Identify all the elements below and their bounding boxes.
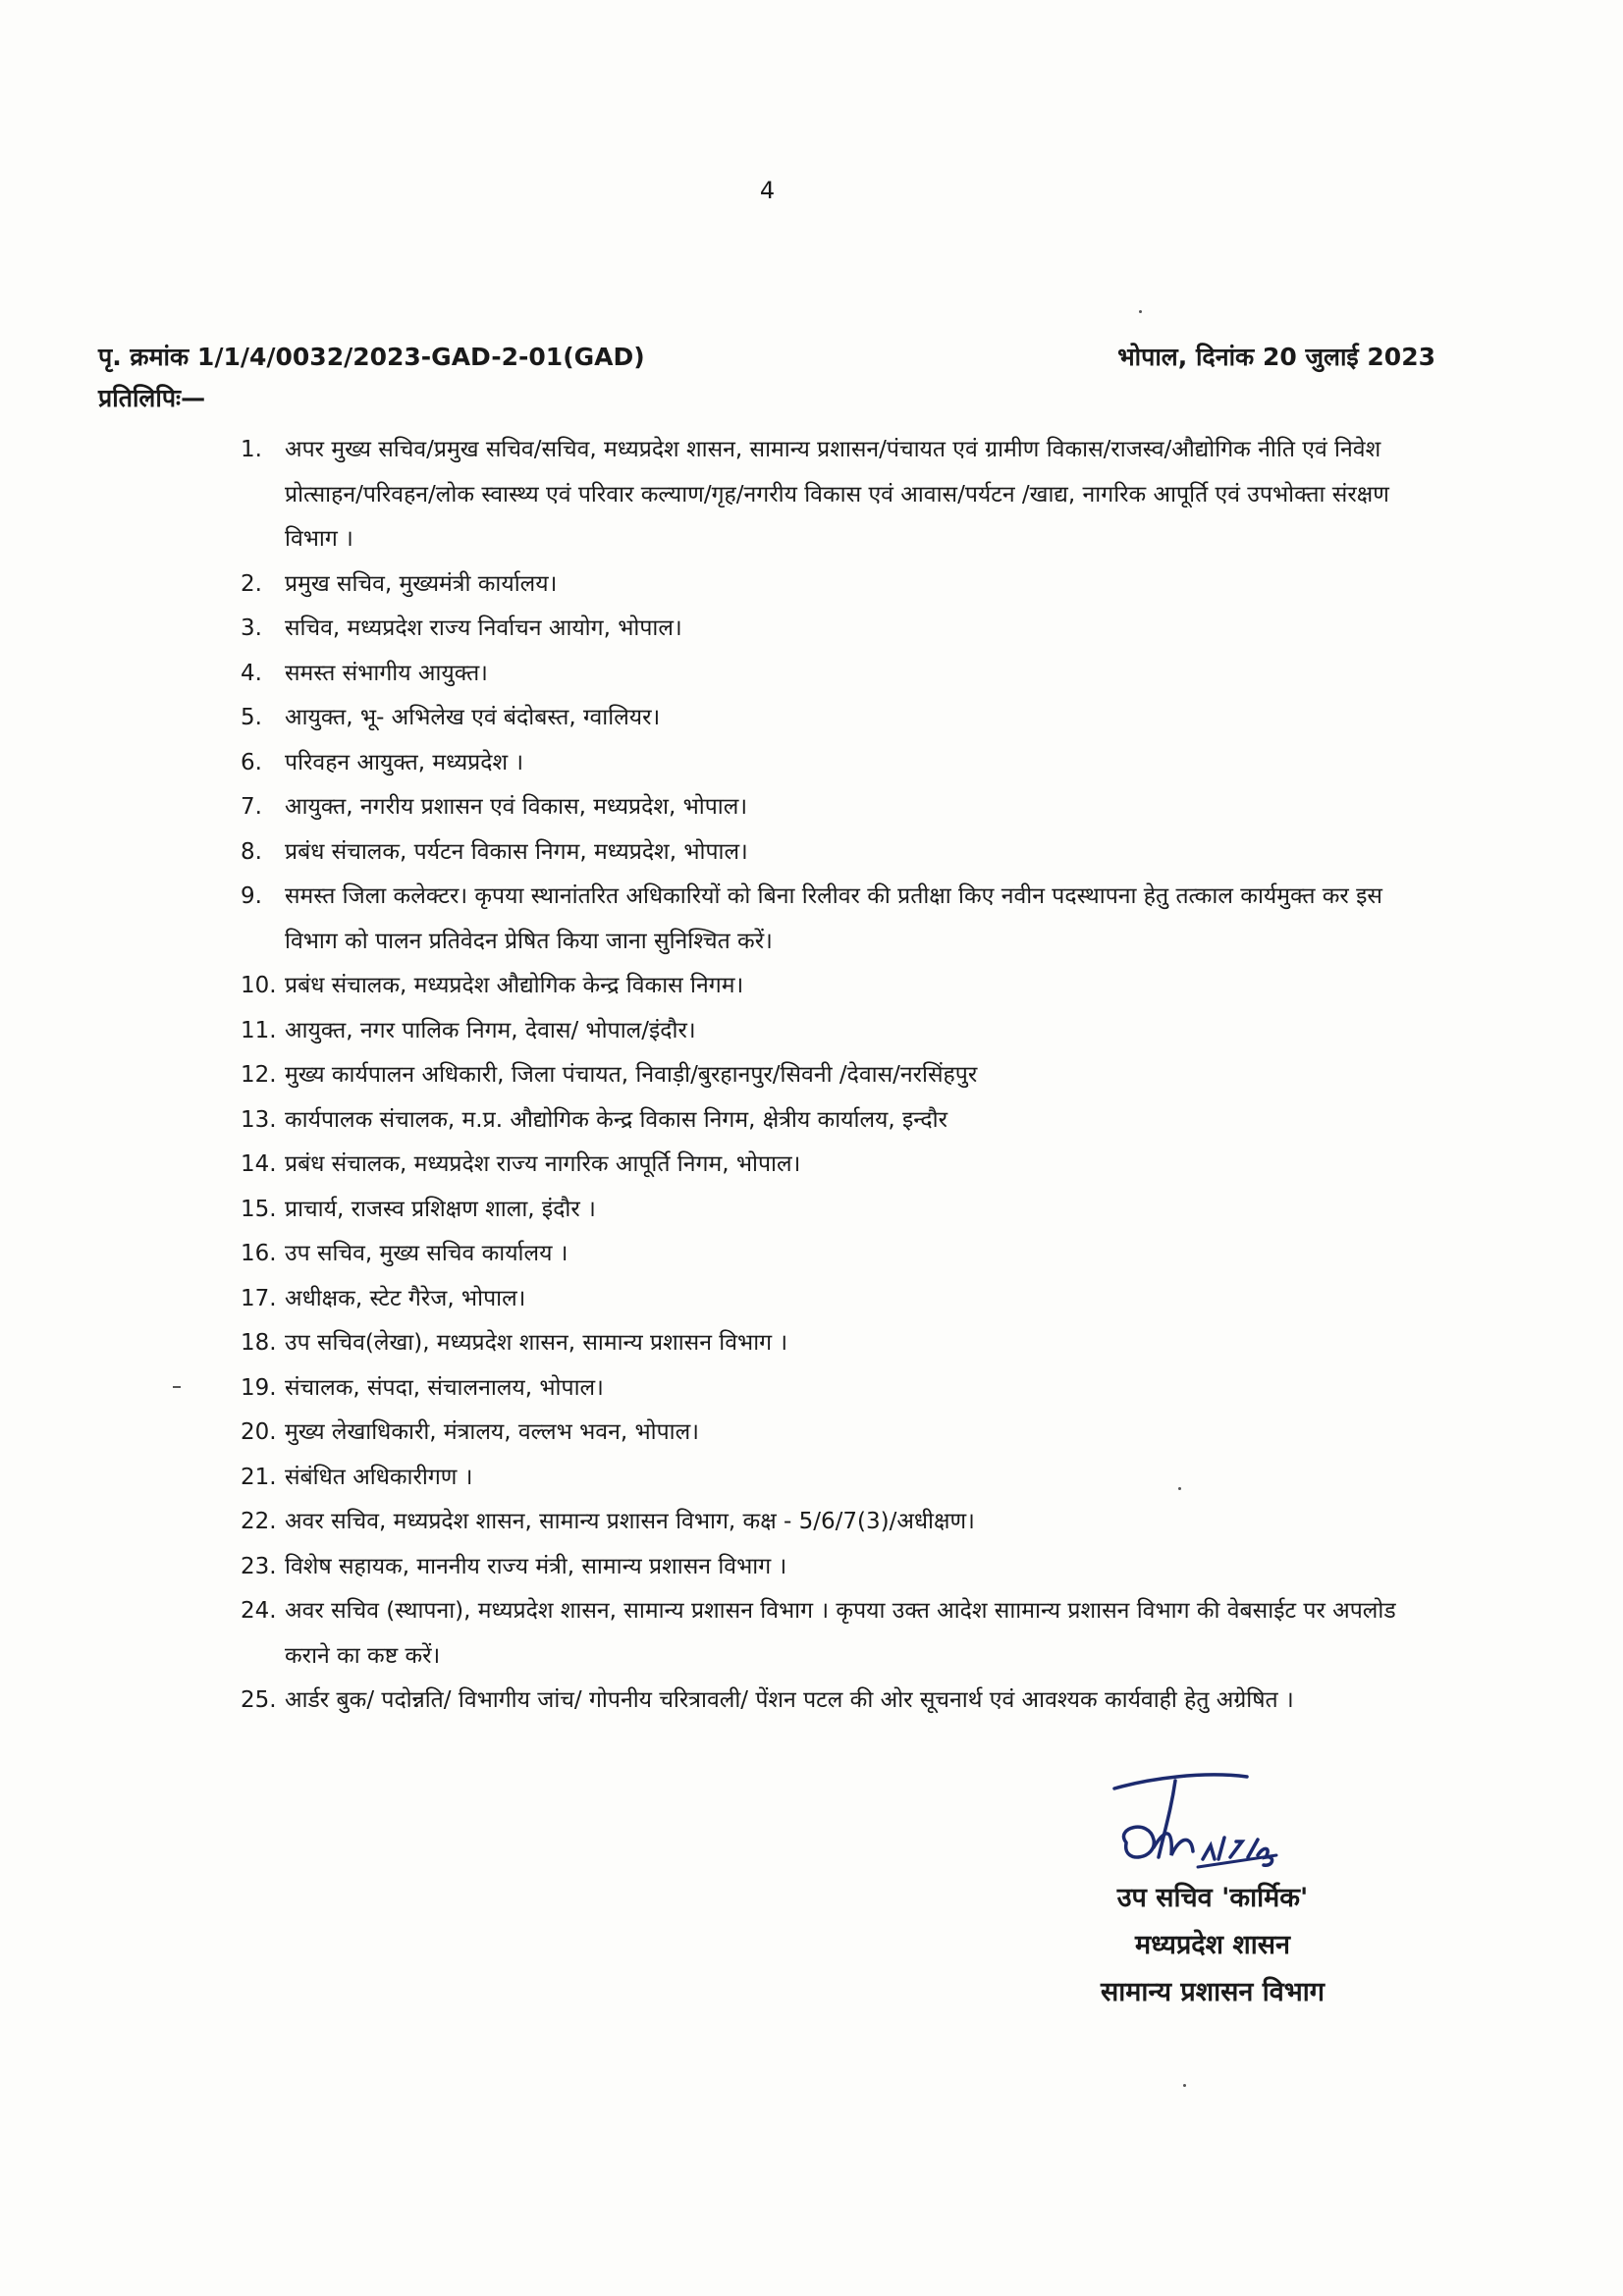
recipient-item <box>241 1321 1438 1366</box>
recipient-number: 5. <box>241 705 262 730</box>
recipient-number: 20. <box>241 1419 277 1445</box>
recipient-item <box>241 1589 1438 1679</box>
recipient-number: 19. <box>241 1374 277 1401</box>
recipient-text: अपर मुख्य सचिव/प्रमुख सचिव/सचिव, मध्यप्रदेश शासन, सामान्य प्रशासन/पंचायत एवं ग्रामीण विकास/राजस्व/औद्योगिक नीति एवं निवेश प्रोत्साहन/परिवहन/लोक स्वास्थ्य एवं परिवार कल्याण/गृह/नगरीय विकास एवं आवास/पर्यटन /खाद्य, नागरिक आपूर्ति एवं उपभोक्ता संरक्षण विभाग । <box>285 437 1389 552</box>
recipient-item <box>241 1679 1438 1724</box>
recipient-text: प्रबंध संचालक, मध्यप्रदेश राज्य नागरिक आपूर्ति निगम, भोपाल। <box>285 1151 801 1177</box>
recipient-number: 12. <box>241 1062 277 1088</box>
recipient-item <box>241 785 1438 830</box>
recipient-item <box>241 428 1438 562</box>
recipient-number: 16. <box>241 1241 277 1266</box>
copy-to-label: प्रतिलिपिः— <box>98 384 206 412</box>
recipient-item <box>241 1366 1438 1412</box>
recipient-text: आयुक्त, नगर पालिक निगम, देवास/ भोपाल/इंदौर। <box>285 1017 696 1043</box>
recipient-number: 1. <box>241 437 262 462</box>
recipient-text: आयुक्त, भू- अभिलेख एवं बंदोबस्त, ग्वालियर। <box>285 705 661 730</box>
recipient-item <box>241 562 1438 608</box>
signatory-designation: उप सचिव 'कार्मिक' <box>1116 1883 1309 1913</box>
recipient-item <box>241 1009 1438 1054</box>
signatory-government: मध्यप्रदेश शासन <box>1134 1930 1290 1960</box>
recipient-item <box>241 1232 1438 1277</box>
recipient-number: 15. <box>241 1196 277 1222</box>
recipient-item <box>241 1277 1438 1322</box>
recipient-text: प्रबंध संचालक, मध्यप्रदेश औद्योगिक केन्द्र विकास निगम। <box>285 973 744 998</box>
recipient-number: 22. <box>241 1509 277 1534</box>
scan-speck <box>1139 310 1142 313</box>
recipient-text: अवर सचिव (स्थापना), मध्यप्रदेश शासन, सामान्य प्रशासन विभाग । कृपया उक्त आदेश साामान्य प्रशासन विभाग की वेबसाईट पर अपलोड कराने का कष्ट करें। <box>285 1598 1396 1669</box>
recipient-item <box>241 1500 1438 1545</box>
recipient-number: 2. <box>241 570 262 597</box>
recipient-text: सचिव, मध्यप्रदेश राज्य निर्वाचन आयोग, भोपाल। <box>285 615 682 641</box>
recipient-number: 7. <box>241 794 262 820</box>
recipient-text: संबंधित अधिकारीगण । <box>285 1464 473 1490</box>
recipient-text: मुख्य कार्यपालन अधिकारी, जिला पंचायत, निवाड़ी/बुरहानपुर/सिवनी /देवास/नरसिंहपुर <box>285 1062 978 1088</box>
place-date: भोपाल, दिनांक 20 जुलाई 2023 <box>1117 343 1435 371</box>
recipient-number: 4. <box>241 660 262 686</box>
recipient-text: प्राचार्य, राजस्व प्रशिक्षण शाला, इंदौर । <box>285 1196 596 1222</box>
recipient-text: परिवहन आयुक्त, मध्यप्रदेश । <box>285 749 524 775</box>
recipient-text: समस्त जिला कलेक्टर। कृपया स्थानांतरित अधिकारियों को बिना रिलीवर की प्रतीक्षा किए नवीन पदस्थापना हेतु तत्काल कार्यमुक्त कर इस विभाग को पालन प्रतिवेदन प्रेषित किया जाना सुनिश्चित करें। <box>285 883 1382 954</box>
recipient-text: आर्डर बुक/ पदोन्नति/ विभागीय जांच/ गोपनीय चरित्रावली/ पेंशन पटल की ओर सूचनार्थ एवं आवश्यक कार्यवाही हेतु अग्रेषित । <box>285 1687 1294 1713</box>
handwritten-signature <box>1055 1749 1370 1877</box>
recipient-text: संचालक, संपदा, संचालनालय, भोपाल। <box>285 1374 604 1401</box>
recipient-text: मुख्य लेखाधिकारी, मंत्रालय, वल्लभ भवन, भोपाल। <box>285 1419 699 1445</box>
recipient-number: 9. <box>241 883 262 909</box>
recipient-number: 13. <box>241 1106 277 1133</box>
recipient-item <box>241 1411 1438 1456</box>
recipient-item <box>241 1456 1438 1501</box>
recipient-item <box>241 964 1438 1009</box>
recipient-item <box>241 1545 1438 1590</box>
recipient-text: समस्त संभागीय आयुक्त। <box>285 660 488 686</box>
reference-number: पृ. क्रमांक 1/1/4/0032/2023-GAD-2-01(GAD) <box>98 343 645 371</box>
recipient-text: प्रबंध संचालक, पर्यटन विकास निगम, मध्यप्रदेश, भोपाल। <box>285 838 748 865</box>
recipient-number: 8. <box>241 838 262 865</box>
recipient-item <box>241 1098 1438 1144</box>
recipient-item <box>241 875 1438 964</box>
recipient-text: उप सचिव(लेखा), मध्यप्रदेश शासन, सामान्य प्रशासन विभाग । <box>285 1330 788 1356</box>
recipient-text: विशेष सहायक, माननीय राज्य मंत्री, सामान्य प्रशासन विभाग । <box>285 1553 787 1579</box>
recipient-text: उप सचिव, मुख्य सचिव कार्यालय । <box>285 1241 568 1266</box>
recipient-text: अधीक्षक, स्टेट गैरेज, भोपाल। <box>285 1285 526 1311</box>
recipient-item <box>241 1188 1438 1233</box>
recipient-number: 6. <box>241 749 262 775</box>
recipient-text: अवर सचिव, मध्यप्रदेश शासन, सामान्य प्रशासन विभाग, कक्ष - 5/6/7(3)/अधीक्षण। <box>285 1509 975 1534</box>
recipient-number: 21. <box>241 1464 277 1490</box>
signatory-department: सामान्य प्रशासन विभाग <box>1101 1977 1325 2007</box>
page-number: 4 <box>759 177 776 204</box>
recipient-item <box>241 1053 1438 1098</box>
recipient-item <box>241 652 1438 697</box>
recipient-item <box>241 830 1438 876</box>
scan-speck <box>1183 2084 1186 2087</box>
recipient-list <box>241 428 1438 1724</box>
recipient-number: 10. <box>241 973 277 998</box>
recipient-number: 3. <box>241 615 262 641</box>
scan-speck <box>173 1386 181 1388</box>
scan-speck <box>1178 1487 1181 1490</box>
recipient-number: 23. <box>241 1553 277 1579</box>
recipient-item <box>241 696 1438 741</box>
recipient-number: 24. <box>241 1598 277 1624</box>
recipient-number: 25. <box>241 1687 277 1713</box>
recipient-number: 11. <box>241 1017 277 1043</box>
signature-block <box>1036 1875 1389 2016</box>
recipient-number: 18. <box>241 1330 277 1356</box>
recipient-number: 17. <box>241 1285 277 1311</box>
recipient-text: आयुक्त, नगरीय प्रशासन एवं विकास, मध्यप्रदेश, भोपाल। <box>285 794 748 820</box>
recipient-item <box>241 607 1438 652</box>
recipient-text: प्रमुख सचिव, मुख्यमंत्री कार्यालय। <box>285 570 558 597</box>
recipient-item <box>241 741 1438 786</box>
recipient-item <box>241 1143 1438 1188</box>
recipient-number: 14. <box>241 1151 277 1177</box>
recipient-text: कार्यपालक संचालक, म.प्र. औद्योगिक केन्द्र विकास निगम, क्षेत्रीय कार्यालय, इन्दौर <box>285 1106 947 1133</box>
reference-line <box>98 340 1435 373</box>
